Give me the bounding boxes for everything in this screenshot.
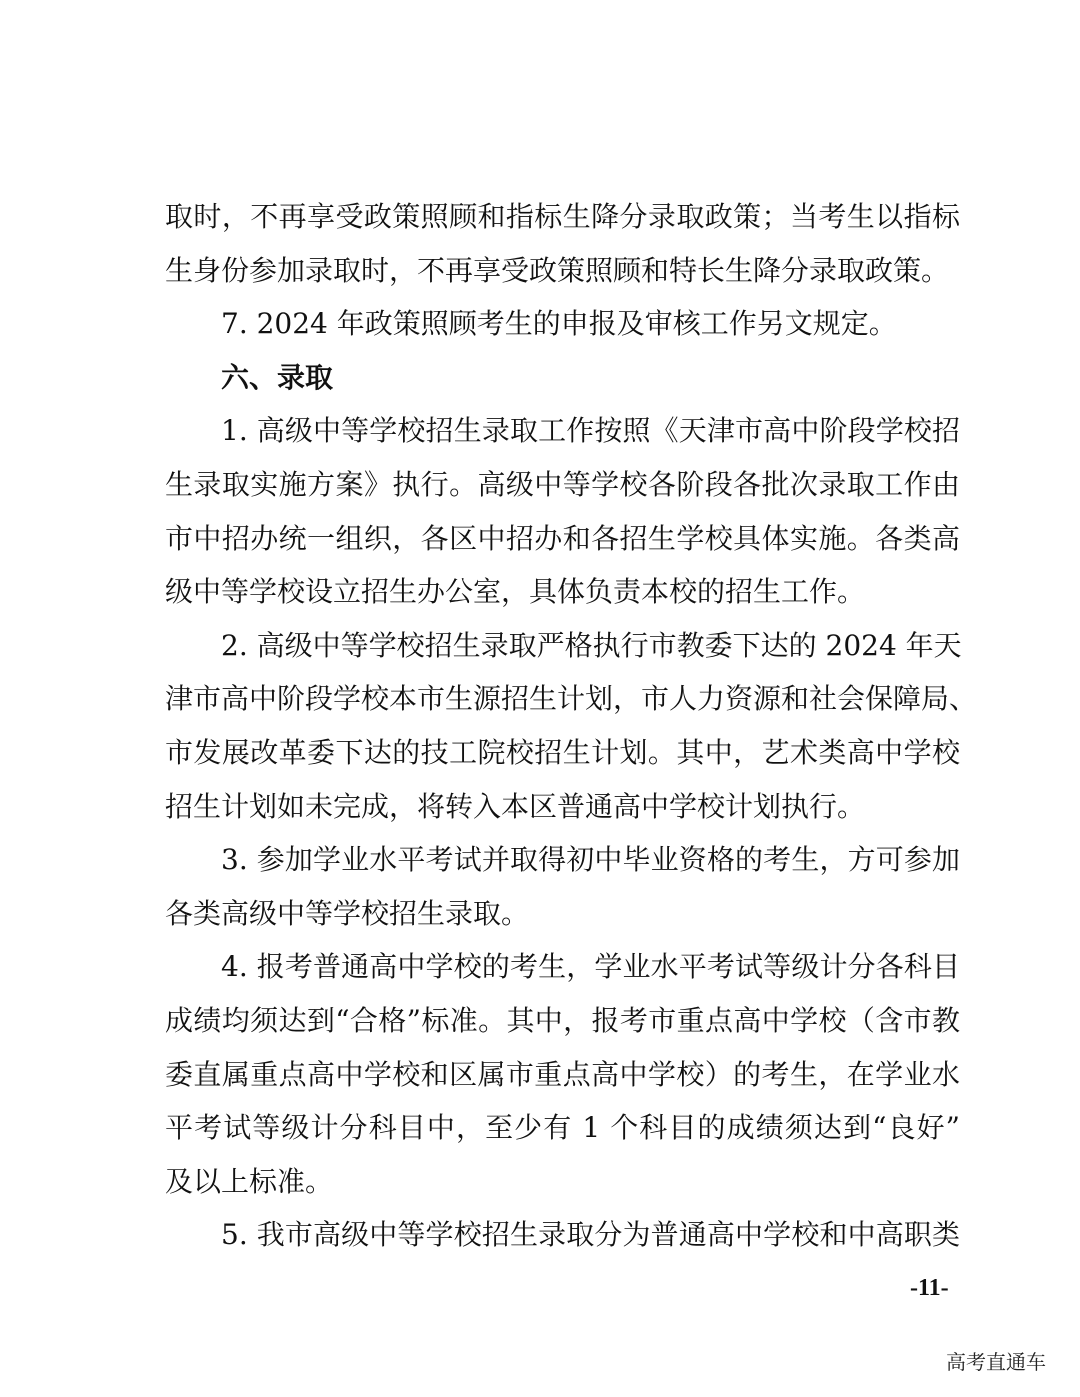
paragraph-line: 7. 2024 年政策照顾考生的申报及审核工作另文规定。 [221,307,897,341]
paragraph-line: 级中等学校设立招生办公室，具体负责本校的招生工作。 [165,575,866,609]
page-number: -11- [910,1275,949,1301]
section-heading: 六、录取 [221,360,334,394]
paragraph-line: 平考试等级计分科目中，至少有 1 个科目的成绩须达到“良好” [165,1111,960,1145]
paragraph-line: 招生计划如未完成，将转入本区普通高中学校计划执行。 [165,789,866,823]
paragraph-line: 各类高级中等学校招生录取。 [165,896,530,930]
paragraph-line: 1. 高级中等学校招生录取工作按照《天津市高中阶段学校招 [221,414,960,448]
paragraph-line: 取时，不再享受政策照顾和指标生降分录取政策；当考生以指标 [165,200,960,233]
paragraph-line: 4. 报考普通高中学校的考生，学业水平考试等级计分各科目 [221,950,960,984]
document-body [165,190,978,1262]
paragraph-line: 生身份参加录取时，不再享受政策照顾和特长生降分录取政策。 [165,253,950,287]
paragraph-line: 委直属重点高中学校和区属市重点高中学校）的考生，在学业水 [165,1057,960,1091]
paragraph-line: 5. 我市高级中等学校招生录取分为普通高中学校和中高职类 [221,1218,960,1252]
paragraph-line: 成绩均须达到“合格”标准。其中，报考市重点高中学校（含市教 [165,1003,960,1037]
paragraph-line: 市中招办统一组织，各区中招办和各招生学校具体实施。各类高 [165,521,960,555]
paragraph-line: 津市高中阶段学校本市生源招生计划，市人力资源和社会保障局、 [165,682,978,716]
paragraph-line: 3. 参加学业水平考试并取得初中毕业资格的考生，方可参加 [221,843,960,877]
paragraph-line: 市发展改革委下达的技工院校招生计划。其中，艺术类高中学校 [165,735,960,769]
paragraph-line: 生录取实施方案》执行。高级中等学校各阶段各批次录取工作由 [165,467,960,501]
paragraph-line: 及以上标准。 [165,1164,334,1198]
watermark-text: 高考直通车 [946,1350,1046,1374]
paragraph-line: 2. 高级中等学校招生录取严格执行市教委下达的 2024 年天 [221,628,962,662]
